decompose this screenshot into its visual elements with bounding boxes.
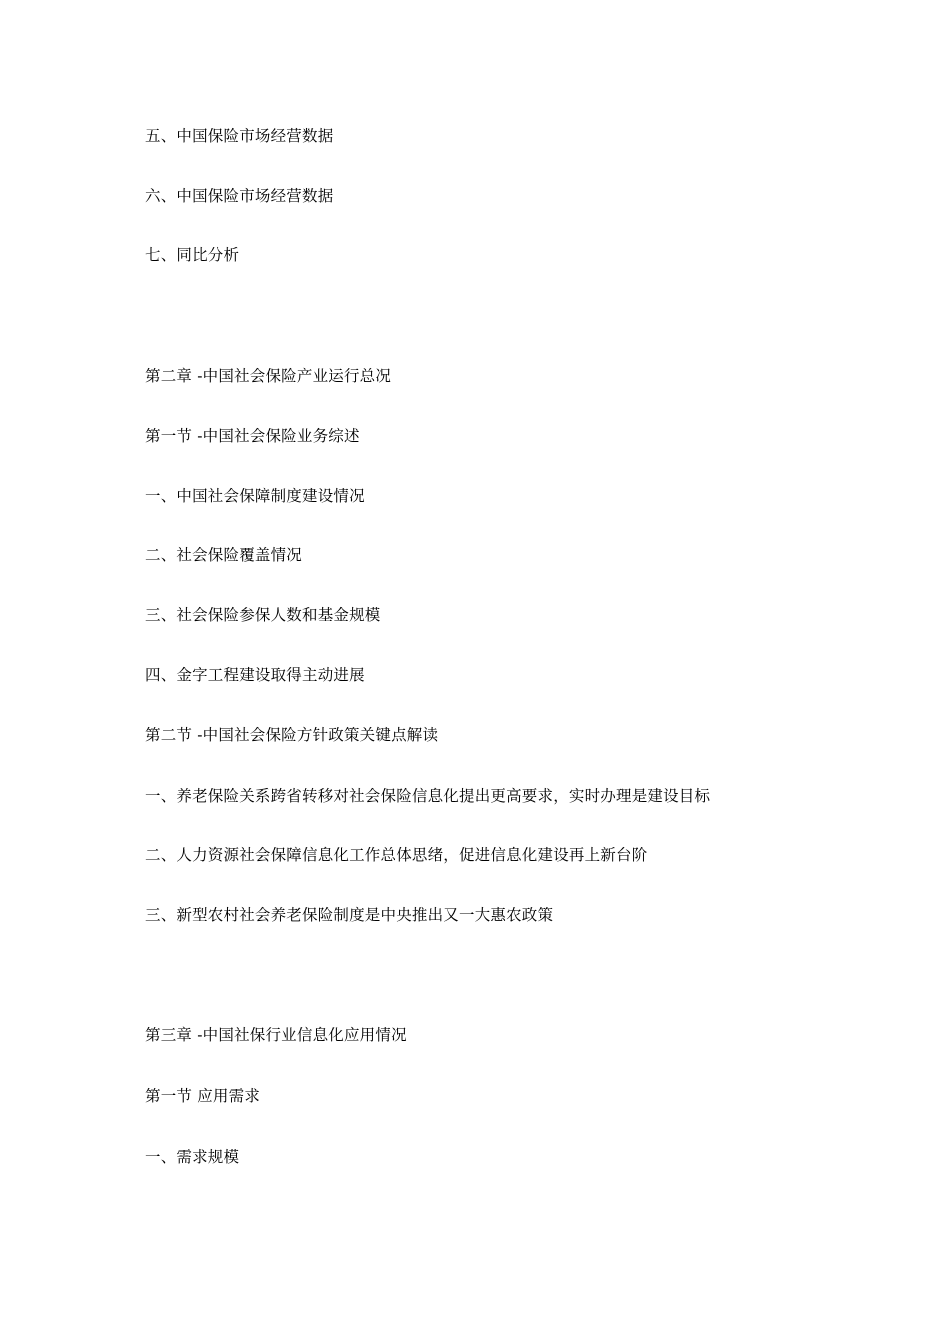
toc-item: 二、社会保险覆盖情况: [145, 546, 303, 564]
toc-item: 六、中国保险市场经营数据: [145, 187, 334, 205]
toc-item: 七、同比分析: [145, 246, 240, 264]
chapter-heading: 第三章 -中国社保行业信息化应用情况: [145, 1026, 407, 1044]
toc-item: 三、新型农村社会养老保险制度是中央推出又一大惠农政策: [145, 906, 554, 924]
toc-item: 五、中国保险市场经营数据: [145, 127, 334, 145]
toc-item: 一、需求规模: [145, 1148, 240, 1166]
toc-item: 一、中国社会保障制度建设情况: [145, 487, 365, 505]
toc-item: 四、金字工程建设取得主动进展: [145, 666, 365, 684]
section-heading: 第一节 应用需求: [145, 1087, 261, 1105]
section-heading: 第二节 -中国社会保险方针政策关键点解读: [145, 726, 439, 744]
section-heading: 第一节 -中国社会保险业务综述: [145, 427, 360, 445]
toc-item: 二、人力资源社会保障信息化工作总体思绪，促进信息化建设再上新台阶: [145, 846, 648, 864]
toc-item: 三、社会保险参保人数和基金规模: [145, 606, 381, 624]
toc-item: 一、养老保险关系跨省转移对社会保险信息化提出更高要求，实时办理是建设目标: [145, 787, 711, 805]
chapter-heading: 第二章 -中国社会保险产业运行总况: [145, 367, 392, 385]
